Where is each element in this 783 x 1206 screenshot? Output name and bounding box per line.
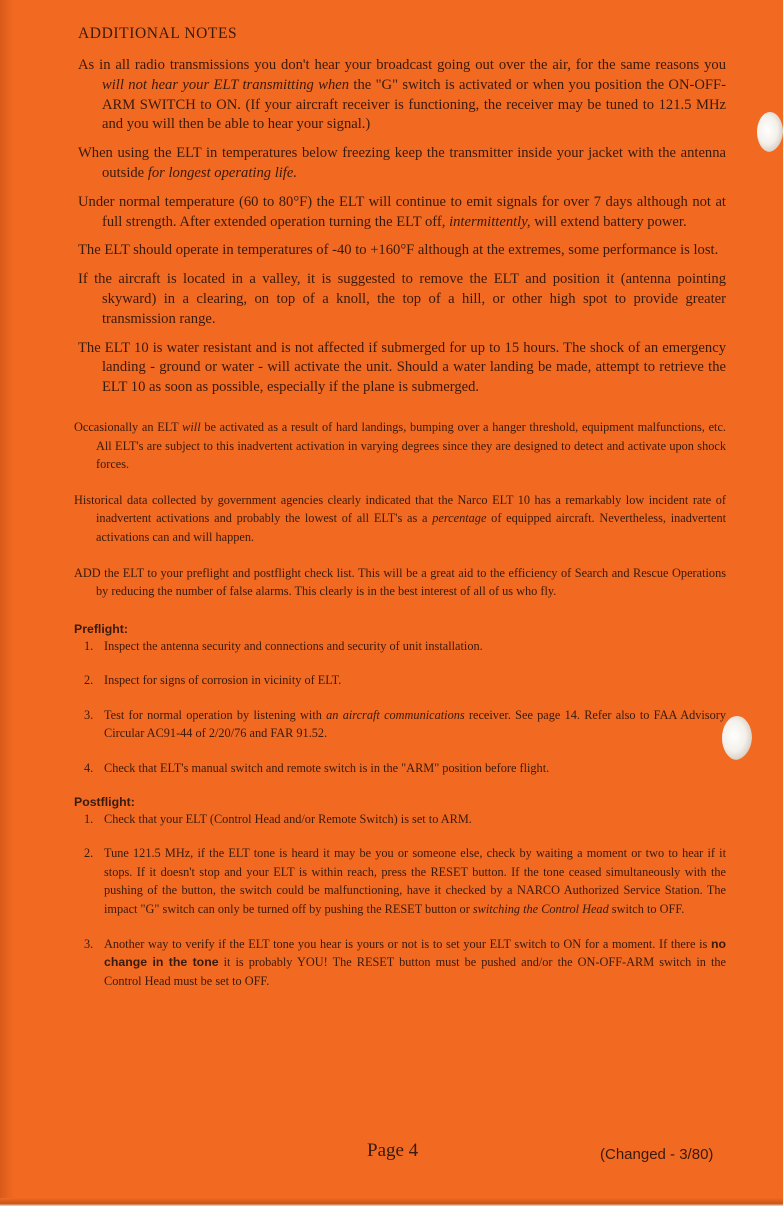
list-item: 2. Inspect for signs of corrosion in vicinity of ELT.: [84, 673, 342, 688]
note-paragraph: If the aircraft is located in a valley, it is suggested to remove the ELT and position it (antenna pointing skyward) in a clearing, on top of a knoll, the top of a hill, or other high spot to provide greater transmission range.: [78, 271, 726, 327]
punch-hole-top: [757, 112, 783, 152]
page-number: Page 4: [367, 1140, 419, 1161]
note-paragraph-small: ADD the ELT to your preflight and postflight check list. This will be a great aid to the efficiency of Search and Rescue Operations by reducing the number of false alarms. This clearly is in the best interest of all of us who fly.: [74, 565, 726, 599]
preflight-list: [74, 637, 726, 778]
postflight-section: [74, 794, 726, 991]
section-heading: ADDITIONAL NOTES: [78, 25, 238, 42]
note-paragraph: Under normal temperature (60 to 80°F) the ELT will continue to emit signals for over 7 days although not at full strength. After extended operation turning the ELT off, intermittently, will extend battery power.: [78, 193, 726, 230]
preflight-label: Preflight:: [74, 621, 128, 636]
note-paragraph: The ELT should operate in temperatures of -40 to +160°F although at the extremes, some performance is lost.: [78, 242, 719, 259]
punch-hole-middle: [722, 716, 752, 760]
revision-note: (Changed - 3/80): [600, 1146, 714, 1163]
note-paragraph-small: Occasionally an ELT will be activated as a result of hard landings, bumping over a hanger threshold, equipment malfunctions, etc. All ELT's are subject to this inadvertent activation in varying degrees since they are designed to detect and activate upon shock forces.: [74, 419, 726, 472]
list-item: 3. Another way to verify if the ELT tone you hear is yours or not is to set your ELT switch to ON for a moment. If there is no change in the tone it is probably YOU! The RESET button must be pushed and/or the ON-OFF-ARM switch in the Control Head must be set to OFF.: [84, 936, 726, 988]
list-item: 2. Tune 121.5 MHz, if the ELT tone is heard it may be you or someone else, check by waiting a moment or two to hear if it stops. If it doesn't stop and your ELT is within reach, press the RESET button. If the tone ceased simultaneously with the pushing of the button, the switch could be malfunctioning, have it checked by a NARCO Authorized Service Station. The impact "G" switch can only be turned off by pushing the RESET button or switching the Control Head switch to OFF.: [84, 846, 726, 917]
preflight-section: [74, 621, 726, 778]
note-paragraph: As in all radio transmissions you don't hear your broadcast going out over the air, for the same reasons you will not hear your ELT transmitting when the "G" switch is activated or when you position the ON-OFF-ARM SWITCH to ON. (If your aircraft receiver is functioning, the receiver may be tuned to 121.5 MHz and you will then be able to hear your signal.): [78, 57, 726, 133]
list-item: 1. Check that your ELT (Control Head and/or Remote Switch) is set to ARM.: [84, 811, 472, 826]
note-paragraph: The ELT 10 is water resistant and is not affected if submerged for up to 15 hours. The shock of an emergency landing - ground or water - will activate the unit. Should a water landing be made, attempt to retrieve the ELT 10 as soon as possible, especially if the plane is submerged.: [78, 339, 726, 396]
postflight-list: [74, 810, 726, 991]
notes-small: [74, 418, 726, 601]
list-item: 1. Inspect the antenna security and connections and security of unit installation.: [84, 638, 483, 653]
page-content: [74, 24, 727, 990]
postflight-label: Postflight:: [74, 794, 135, 809]
notes-large: [78, 56, 726, 398]
page-binding-edge: [0, 0, 14, 1206]
note-paragraph-small: Historical data collected by government agencies clearly indicated that the Narco ELT 10 has a remarkably low incident rate of inadvertent activations and probably the lowest of all ELT's as a percentage of equipped aircraft. Nevertheless, inadvertent activations can and will happen.: [74, 492, 727, 544]
note-paragraph: When using the ELT in temperatures below freezing keep the transmitter inside your jacket with the antenna outside for longest operating life.: [78, 145, 726, 181]
page-bottom-edge: [0, 1198, 783, 1206]
list-item: 4. Check that ELT's manual switch and remote switch is in the "ARM" position before flight.: [84, 761, 550, 776]
list-item: 3. Test for normal operation by listening with an aircraft communications receiver. See page 14. Refer also to FAA Advisory Circular AC91-44 of 2/20/76 and FAR 91.52.: [84, 707, 726, 741]
